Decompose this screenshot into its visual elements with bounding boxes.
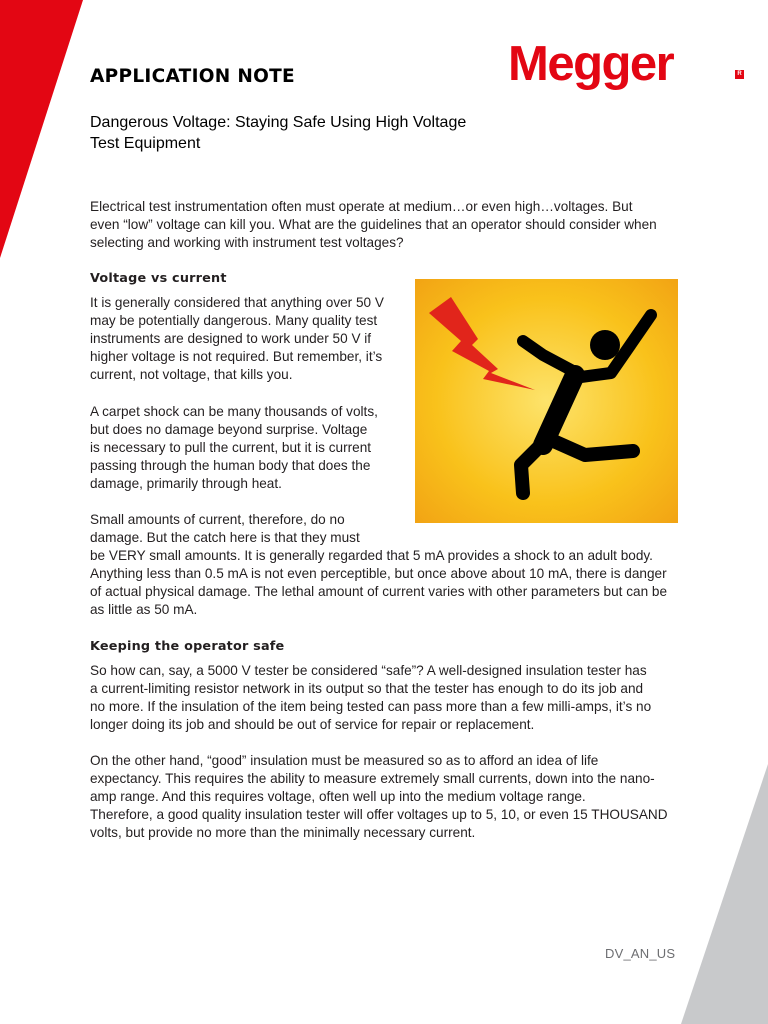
voltage-paragraph-2 [90, 403, 378, 493]
title-line: Dangerous Voltage: Staying Safe Using High Voltage [90, 114, 467, 131]
document-title [90, 112, 530, 154]
text-line: Small amounts of current, therefore, do no [90, 512, 345, 527]
text-line: even “low” voltage can kill you. What are the guidelines that an operator should consider when [90, 217, 657, 232]
text-line: amp range. And this requires voltage, often well up into the medium voltage range. [90, 789, 586, 804]
title-line: Test Equipment [90, 135, 201, 152]
voltage-paragraph-3 [90, 511, 667, 619]
logo-wordmark: Megger [508, 37, 674, 91]
text-line: It is generally considered that anything over 50 V [90, 295, 384, 310]
text-line: may be potentially dangerous. Many quality test [90, 313, 378, 328]
text-line: current, not voltage, that kills you. [90, 367, 293, 382]
text-line: damage, primarily through heat. [90, 476, 282, 491]
text-line: be VERY small amounts. It is generally regarded that 5 mA provides a shock to an adult body. [90, 548, 653, 563]
section-heading-safety: Keeping the operator safe [90, 639, 285, 654]
electric-shock-warning-icon [415, 279, 678, 523]
red-corner-decoration [0, 0, 100, 260]
text-line: as little as 50 mA. [90, 602, 198, 617]
text-line: no more. If the insulation of the item being tested can pass more than a few milli-amps, it’s no [90, 699, 652, 714]
document-type: APPLICATION NOTE [90, 66, 295, 87]
registered-mark: R [735, 70, 744, 79]
text-line: instruments are designed to work under 50 V if [90, 331, 372, 346]
section-heading-voltage: Voltage vs current [90, 271, 227, 286]
text-line: So how can, say, a 5000 V tester be considered “safe”? A well-designed insulation tester has [90, 663, 647, 678]
text-line: higher voltage is not required. But remember, it’s [90, 349, 383, 364]
text-line: but does no damage beyond surprise. Voltage [90, 422, 368, 437]
text-line: Electrical test instrumentation often must operate at medium…or even high…voltages. But [90, 199, 633, 214]
safety-paragraph-1 [90, 662, 651, 734]
text-line: of actual physical damage. The lethal amount of current varies with other parameters but can be [90, 584, 668, 599]
text-line: is necessary to pull the current, but it is current [90, 440, 372, 455]
text-line: volts, but provide no more than the minimally necessary current. [90, 825, 476, 840]
text-line: A carpet shock can be many thousands of volts, [90, 404, 378, 419]
text-line: longer doing its job and should be out of service for repair or replacement. [90, 717, 535, 732]
text-line: selecting and working with instrument test voltages? [90, 235, 404, 250]
text-line: damage. But the catch here is that they must [90, 530, 360, 545]
text-line: On the other hand, “good” insulation must be measured so as to afford an idea of life [90, 753, 599, 768]
text-line: passing through the human body that does the [90, 458, 371, 473]
text-line: expectancy. This requires the ability to measure extremely small currents, down into the nano- [90, 771, 655, 786]
megger-logo [508, 36, 744, 96]
text-line: Anything less than 0.5 mA is not even perceptible, but once above about 10 mA, there is danger [90, 566, 667, 581]
text-line: Therefore, a good quality insulation tester will offer voltages up to 5, 10, or even 15 THOUSAND [90, 807, 668, 822]
document-code: DV_AN_US [605, 946, 676, 961]
intro-paragraph [90, 198, 657, 252]
safety-paragraph-2 [90, 752, 668, 842]
voltage-paragraph-1 [90, 294, 384, 384]
text-line: a current-limiting resistor network in its output so that the tester has enough to do its job and [90, 681, 644, 696]
